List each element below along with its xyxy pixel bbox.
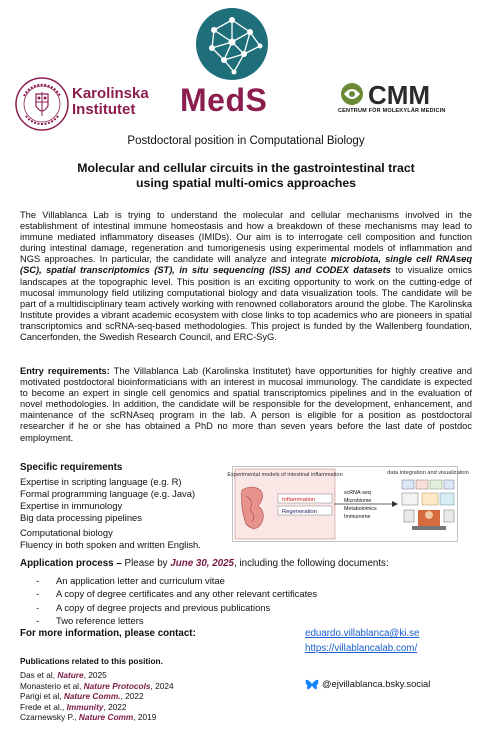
specific-requirements-list: [20, 476, 201, 552]
svg-text:Immunome: [344, 514, 371, 520]
specific-requirements-heading: Specific requirements: [20, 462, 123, 473]
meds-wordmark: MedS: [180, 82, 268, 118]
list-item: - Two reference letters: [36, 615, 144, 627]
figure-regeneration-label: Regeneration: [282, 509, 317, 515]
figure-method: Microbiome: [344, 498, 372, 504]
list-item: Frede et al., Immunity, 2022: [20, 701, 127, 712]
list-item: Expertise in scripting language (e.g. R): [20, 476, 182, 487]
list-item: Das et al, Nature, 2025: [20, 670, 107, 680]
entry-requirements-label: Entry requirements:: [20, 366, 110, 376]
list-item: Computational biology: [20, 527, 113, 539]
svg-text:Microbiome: [344, 498, 371, 504]
deadline-date: June 30, 2025: [170, 558, 235, 569]
contact-label: For more information, please contact:: [20, 628, 196, 639]
position-subtitle: Postdoctoral position in Computational Biology: [127, 135, 365, 147]
list-item: Fluency in both spoken and written English.: [20, 539, 201, 551]
required-documents-list: [36, 574, 317, 628]
karolinska-seal-logo: [14, 76, 70, 132]
intro-paragraph: The Villablanca Lab is trying to understand the molecular and cellular mechanisms involved in the establishment of intestinal immune homeostasis and how a breakdown of these mechanisms may lead to immune mediated inflammatory diseases (IMIDs). Our aim is to interrogate cell composition and function during intestinal damage, regeneration and tumorigenesis using experimental models of inflammation and NGS approaches. In particular, the candidate will analyze and integrate microbiota, single cell RNAseq (SC), spatial transcriptomics (ST), in situ sequencing (ISS) and CODEX datasets to visualize omics landscapes at the topographic level. This position is an exciting opportunity to work on the cutting-edge of mucosal immunology field utilizing computational biology and data visualization tools. The candidate will be part of a multidisciplinary team actively working with renowned collaborators around the globe. The Karolinska Institute provides a vibrant academic ecosystem with close links to top academics who are pioneers in spatial transcriptomics and scRNA-seq-based methodologies. This project is funded by the Wallenberg foundation, Cancerfonden, the Swedish Research Council, and ERC-SyG.: [20, 210, 472, 343]
workflow-figure: [227, 466, 469, 542]
karolinska-wordmark: Karolinska Institutet: [72, 85, 149, 118]
list-item: Expertise in immunology: [20, 500, 123, 512]
list-item: - An application letter and curriculum vitae: [36, 575, 225, 586]
svg-text:Inflammation: [282, 497, 315, 503]
entry-requirements-paragraph: Entry requirements: The Villablanca Lab (Karolinska Institutet) have opportunities for highly creative and motivated postdoctoral bioinformaticians with an interest in mucosal immunology. The candidate is expected to become an expert in single cell genomics and spatial transcriptomics pipelines and in the evaluation of novel methodologies. In addition, the candidate will be responsible for the development, enhancement, and maintenance of the scRNAseq program in the lab. A person is eligible for a position as postdoctoral researcher if he or she has obtained a PhD no more than seven years before the last date of postdoc employment.: [20, 366, 472, 443]
meds-network-logo: [194, 6, 270, 82]
figure-method: Immunome: [344, 514, 371, 520]
list-item: Formal programming language (e.g. Java): [20, 488, 196, 500]
svg-text:CMM: CMM: [368, 80, 431, 110]
bluesky-handle[interactable]: @ejvillablanca.bsky.social: [305, 678, 430, 691]
figure-right-title: data integration and visualization: [387, 470, 469, 476]
application-process: Application process – Please by June 30, 2025, including the following documents:: [20, 558, 389, 569]
svg-text:scRNA-seq: [344, 490, 371, 496]
publications-heading: Publications related to this position.: [20, 656, 163, 666]
cmm-logo: [338, 80, 458, 108]
list-item: Big data processing pipelines: [20, 512, 142, 524]
publications-list: [20, 670, 174, 723]
list-item: - A copy of degree projects and previous publications: [36, 601, 271, 613]
list-item: Parigi et al, Nature Comm., 2022: [20, 691, 144, 702]
contact-email-link[interactable]: eduardo.villablanca@ki.se: [305, 628, 420, 639]
cmm-subtitle: CENTRUM FÖR MOLEKYLÄR MEDICIN: [338, 108, 446, 114]
figure-left-title: Experimental models of intestinal inflammation: [227, 472, 343, 478]
svg-text:Experimental models of intesti: [227, 472, 342, 478]
figure-method: scRNA-seq: [344, 490, 371, 496]
figure-inflammation-label: Inflammation: [282, 497, 316, 503]
list-item: - A copy of degree certificates and any other relevant certificates: [36, 588, 318, 600]
svg-text:data integration and visualiza: [387, 470, 468, 476]
list-item: Monasterio et al, Nature Protocols, 2024: [20, 680, 174, 691]
project-title: Molecular and cellular circuits in the gastrointestinal tract using spatial multi-omics approaches: [77, 161, 415, 190]
svg-text:Regeneration: [282, 509, 317, 515]
figure-method: Metabolomics: [344, 506, 377, 512]
lab-website-link[interactable]: https://villablancalab.com/: [305, 643, 418, 654]
bluesky-butterfly-icon: [305, 679, 319, 691]
list-item: Czarnewsky P., Nature Comm, 2019: [20, 712, 157, 723]
svg-text:Metabolomics: [344, 506, 377, 512]
